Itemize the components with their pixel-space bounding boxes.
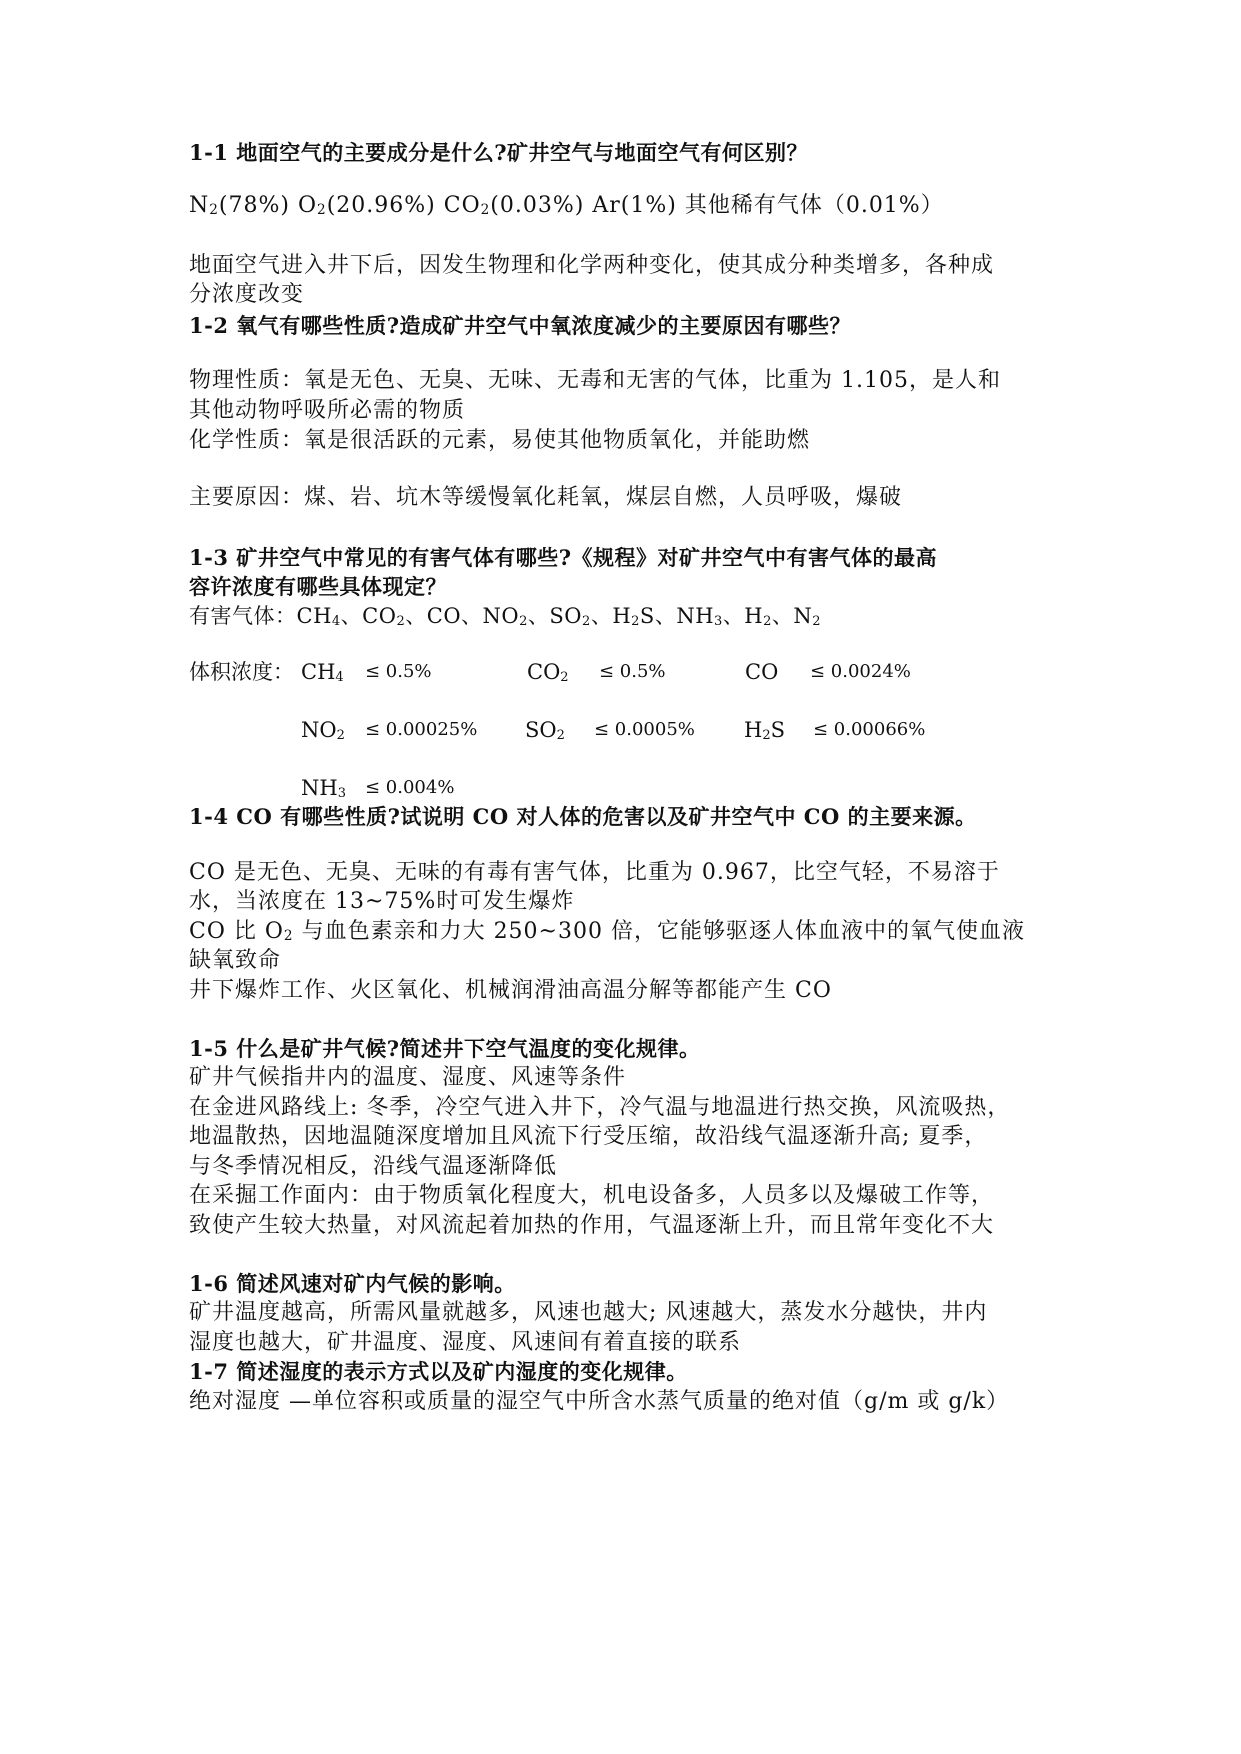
gas-formula: $NH_3$: [676, 604, 723, 629]
limit-gas-name: $SO_2$: [525, 718, 565, 743]
question-1-3-title-line-2: 容许浓度有哪些具体现定？: [189, 574, 447, 599]
question-1-3-title-line-1: 1-3 矿井空气中常见的有害气体有哪些?《规程》对矿井空气中有害气体的最高: [189, 545, 938, 570]
limit-value: ≤ 0.5%: [599, 661, 666, 682]
question-1-7-title: 1-7 简述湿度的表示方式以及矿内湿度的变化规律。: [189, 1359, 688, 1384]
question-1-2-title: 1-2 氧气有哪些性质?造成矿井空气中氧浓度减少的主要原因有哪些？: [189, 313, 852, 338]
answer-1-1-line-2: 分浓度改变: [189, 282, 305, 307]
limit-gas-name: $NH_3$: [301, 776, 346, 801]
limit-value: ≤ 0.0005%: [594, 719, 695, 740]
limit-value: ≤ 0.00025%: [365, 719, 478, 740]
oxygen-chemical-line: 化学性质：氧是很活跃的元素，易使其他物质氧化，并能助燃: [189, 428, 811, 453]
air-composition-line: $N_2(78\%)$ $O_2(20.96\%)$ $CO_2(0.03\%)$ Ar(1%) 其他稀有气体（0.01%）: [189, 193, 944, 219]
question-1-1-title: 1-1 地面空气的主要成分是什么?矿井空气与地面空气有何区别？: [189, 140, 809, 165]
limit-value: ≤ 0.0024%: [810, 661, 911, 682]
mine-climate-line-2: 地温散热，因地温随深度增加且风流下行受压缩，故沿线气温逐渐升高; 夏季，: [189, 1124, 988, 1149]
limit-gas-name: $NO_2$: [301, 718, 345, 743]
co-properties-line-1: CO 是无色、无臭、无味的有毒有害气体，比重为 0.967，比空气轻，不易溶于: [189, 860, 1000, 885]
mine-climate-definition: 矿井气候指井内的温度、湿度、风速等条件: [189, 1065, 627, 1090]
gas-formula: $SO_2$: [549, 604, 591, 629]
limit-gas-name: CO: [745, 660, 779, 684]
co-properties-line-2: 水，当浓度在 13~75%时可发生爆炸: [189, 889, 575, 914]
co-source-line: 井下爆炸工作、火区氧化、机械润滑油高温分解等都能产生 CO: [189, 978, 832, 1003]
gas-formula: CO: [426, 604, 462, 628]
limit-value: ≤ 0.00066%: [813, 719, 926, 740]
mine-climate-line-5: 致使产生较大热量，对风流起着加热的作用，气温逐渐上升，而且常年变化不大: [189, 1213, 995, 1238]
gas-formula: $NO_2$: [482, 604, 528, 629]
limit-gas-name: $CH_4$: [301, 660, 344, 685]
answer-1-1-line-1: 地面空气进入井下后，因发生物理和化学两种变化，使其成分种类增多，各种成: [189, 253, 995, 278]
oxygen-reasons-line: 主要原因：煤、岩、坑木等缓慢氧化耗氧，煤层自燃，人员呼吸，爆破: [189, 485, 903, 510]
limit-gas-name: $H_2S$: [744, 718, 785, 743]
co-harm-line-2: 缺氧致命: [189, 948, 282, 973]
gas-formula: $N_2$: [793, 604, 822, 629]
limit-gas-name: $CO_2$: [527, 660, 569, 685]
absolute-humidity-line: 绝对湿度 —单位容积或质量的湿空气中所含水蒸气质量的绝对值（g/m 或 g/k）: [189, 1389, 1010, 1414]
gas-formula: $CH_4$: [296, 604, 341, 629]
limit-value: ≤ 0.5%: [365, 661, 432, 682]
mine-climate-line-3: 与冬季情况相反，沿线气温逐渐降低: [189, 1154, 558, 1179]
question-1-6-title: 1-6 简述风速对矿内气候的影响。: [189, 1271, 516, 1296]
limit-value: ≤ 0.004%: [365, 777, 455, 798]
question-1-5-title: 1-5 什么是矿井气候?简述井下空气温度的变化规律。: [189, 1036, 701, 1061]
oxygen-physical-line-2: 其他动物呼吸所必需的物质: [189, 398, 466, 423]
wind-speed-line-2: 湿度也越大，矿井温度、湿度、风速间有着直接的联系: [189, 1330, 742, 1355]
concentration-label: 体积浓度：: [189, 660, 294, 684]
question-1-4-title: 1-4 CO 有哪些性质?试说明 CO 对人体的危害以及矿井空气中 CO 的主要来源。: [189, 804, 977, 829]
gas-formula: $CO_2$: [362, 604, 406, 629]
gas-formula: $H_2S$: [612, 604, 655, 629]
wind-speed-line-1: 矿井温度越高，所需风量就越多，风速也越大; 风速越大，蒸发水分越快，井内: [189, 1300, 988, 1325]
co-harm-line-1: CO 比 $O_2$ 与血色素亲和力大 250~300 倍，它能够驱逐人体血液中的氧气使血液: [189, 919, 1025, 945]
gas-formula: $H_2$: [744, 604, 772, 629]
oxygen-physical-line-1: 物理性质：氧是无色、无臭、无味、无毒和无害的气体，比重为 1.105，是人和: [189, 368, 1001, 393]
mine-climate-line-4: 在采掘工作面内：由于物质氧化程度大，机电设备多，人员多以及爆破工作等，: [189, 1183, 995, 1208]
harmful-gases-list: $CH_4$、$CO_2$、CO、$NO_2$、$SO_2$、$H_2S$、$NH_3$、$H_2$、$N_2$: [296, 604, 822, 629]
harmful-gases-line: 有害气体：$CH_4$、$CO_2$、CO、$NO_2$、$SO_2$、$H_2S$、$NH_3$、$H_2$、$N_2$: [189, 604, 822, 629]
mine-climate-line-1: 在金进风路线上: 冬季，冷空气进入井下，冷气温与地温进行热交换，风流吸热，: [189, 1095, 1011, 1120]
